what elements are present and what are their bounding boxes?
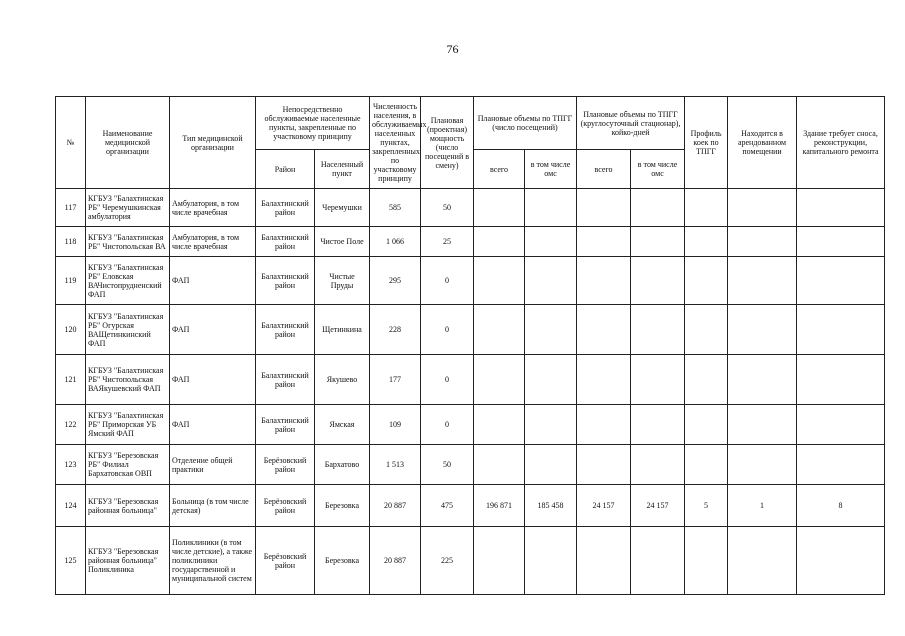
cell-district: Балахтинский район	[256, 227, 315, 257]
cell-capacity: 0	[421, 305, 474, 355]
cell-settlement: Чистые Пруды	[315, 257, 370, 305]
cell-beds-total: 24 157	[577, 485, 631, 527]
cell-visits-total	[474, 355, 525, 405]
cell-beds-total	[577, 305, 631, 355]
table-row	[56, 485, 885, 527]
cell-type: ФАП	[170, 355, 256, 405]
cell-num: 125	[56, 527, 86, 595]
cell-profile	[685, 355, 728, 405]
cell-visits-total: 196 871	[474, 485, 525, 527]
cell-repair	[797, 305, 885, 355]
cell-settlement: Березовка	[315, 527, 370, 595]
cell-num: 117	[56, 189, 86, 227]
cell-repair	[797, 189, 885, 227]
cell-beds-total	[577, 189, 631, 227]
cell-repair	[797, 227, 885, 257]
cell-settlement: Ямская	[315, 405, 370, 445]
cell-num: 123	[56, 445, 86, 485]
cell-settlement: Березовка	[315, 485, 370, 527]
table-row	[56, 227, 885, 257]
cell-repair	[797, 257, 885, 305]
cell-org: КГБУЗ "Балахтинская РБ" Чистопольская ВА	[86, 227, 170, 257]
header-settlement: Населенный пункт	[315, 150, 370, 189]
cell-type: Больница (в том числе детская)	[170, 485, 256, 527]
cell-org: КГБУЗ "Березовская районная больница" Поликлиника	[86, 527, 170, 595]
cell-population: 1 513	[370, 445, 421, 485]
cell-beds-oms	[631, 305, 685, 355]
cell-district: Берёзовский район	[256, 527, 315, 595]
cell-population: 20 887	[370, 485, 421, 527]
table-row	[56, 189, 885, 227]
cell-capacity: 225	[421, 527, 474, 595]
cell-settlement: Щетинкина	[315, 305, 370, 355]
cell-visits-total	[474, 189, 525, 227]
cell-profile	[685, 257, 728, 305]
cell-visits-oms	[525, 445, 577, 485]
cell-visits-total	[474, 405, 525, 445]
header-served-group: Непосредственно обслуживаемые населенные пункты, закрепленные по участковому принципу	[256, 97, 370, 150]
cell-type: ФАП	[170, 305, 256, 355]
cell-population: 109	[370, 405, 421, 445]
cell-type: Поликлиники (в том числе детские), а также поликлиники государственной и муниципальной систем	[170, 527, 256, 595]
cell-visits-oms	[525, 305, 577, 355]
cell-settlement: Черемушки	[315, 189, 370, 227]
header-num: №	[56, 97, 86, 189]
cell-settlement: Якушево	[315, 355, 370, 405]
header-population: Численность населения, в обслуживаемых населенных пунктах, закрепленных по участковому принципу	[370, 97, 421, 189]
header-capacity: Плановая (проектная) мощность (число посещений в смену)	[421, 97, 474, 189]
cell-beds-oms	[631, 527, 685, 595]
cell-capacity: 0	[421, 405, 474, 445]
table-row	[56, 305, 885, 355]
cell-beds-total	[577, 527, 631, 595]
cell-capacity: 475	[421, 485, 474, 527]
cell-population: 1 066	[370, 227, 421, 257]
cell-num: 119	[56, 257, 86, 305]
cell-rented	[728, 445, 797, 485]
cell-population: 20 887	[370, 527, 421, 595]
cell-profile	[685, 189, 728, 227]
cell-visits-oms	[525, 405, 577, 445]
cell-visits-total	[474, 227, 525, 257]
cell-visits-oms	[525, 527, 577, 595]
cell-population: 295	[370, 257, 421, 305]
cell-population: 177	[370, 355, 421, 405]
cell-beds-oms	[631, 257, 685, 305]
cell-repair: 8	[797, 485, 885, 527]
cell-rented: 1	[728, 485, 797, 527]
cell-rented	[728, 355, 797, 405]
cell-num: 118	[56, 227, 86, 257]
cell-beds-oms	[631, 227, 685, 257]
cell-visits-oms	[525, 189, 577, 227]
cell-org: КГБУЗ "Балахтинская РБ" Еловская ВАЧистопрудненский ФАП	[86, 257, 170, 305]
cell-rented	[728, 227, 797, 257]
cell-district: Берёзовский район	[256, 445, 315, 485]
cell-capacity: 50	[421, 445, 474, 485]
cell-num: 124	[56, 485, 86, 527]
cell-num: 122	[56, 405, 86, 445]
cell-rented	[728, 405, 797, 445]
table-row	[56, 445, 885, 485]
cell-rented	[728, 527, 797, 595]
cell-district: Балахтинский район	[256, 405, 315, 445]
cell-org: КГБУЗ "Березовская РБ" Филиал Бархатовская ОВП	[86, 445, 170, 485]
header-district: Район	[256, 150, 315, 189]
cell-visits-oms	[525, 227, 577, 257]
table-row	[56, 405, 885, 445]
table-row	[56, 257, 885, 305]
cell-repair	[797, 405, 885, 445]
cell-beds-oms	[631, 405, 685, 445]
cell-rented	[728, 305, 797, 355]
cell-population: 585	[370, 189, 421, 227]
cell-type: ФАП	[170, 405, 256, 445]
cell-visits-total	[474, 527, 525, 595]
cell-beds-total	[577, 405, 631, 445]
cell-beds-oms	[631, 189, 685, 227]
header-repair: Здание требует сноса, реконструкции, капитального ремонта	[797, 97, 885, 189]
cell-visits-total	[474, 445, 525, 485]
cell-capacity: 50	[421, 189, 474, 227]
cell-repair	[797, 445, 885, 485]
cell-beds-total	[577, 227, 631, 257]
cell-district: Балахтинский район	[256, 355, 315, 405]
cell-num: 121	[56, 355, 86, 405]
header-org-name: Наименование медицинской организации	[86, 97, 170, 189]
cell-type: Амбулатория, в том числе врачебная	[170, 189, 256, 227]
cell-num: 120	[56, 305, 86, 355]
cell-district: Берёзовский район	[256, 485, 315, 527]
header-visits-oms: в том числе омс	[525, 150, 577, 189]
cell-visits-total	[474, 305, 525, 355]
cell-profile	[685, 527, 728, 595]
cell-beds-total	[577, 257, 631, 305]
cell-org: КГБУЗ "Балахтинская РБ" Чистопольская ВАЯкушевский ФАП	[86, 355, 170, 405]
cell-type: ФАП	[170, 257, 256, 305]
cell-org: КГБУЗ "Балахтинская РБ" Приморская УБ Ямский ФАП	[86, 405, 170, 445]
cell-repair	[797, 355, 885, 405]
header-tpgg-beds: Плановые объемы по ТПГГ (круглосуточный стационар), койко-дней	[577, 97, 685, 150]
cell-beds-total	[577, 355, 631, 405]
cell-capacity: 25	[421, 227, 474, 257]
cell-visits-oms: 185 458	[525, 485, 577, 527]
cell-visits-oms	[525, 355, 577, 405]
cell-visits-total	[474, 257, 525, 305]
cell-profile	[685, 445, 728, 485]
cell-visits-oms	[525, 257, 577, 305]
cell-org: КГБУЗ "Балахтинская РБ" Черемушкинская амбулатория	[86, 189, 170, 227]
cell-settlement: Бархатово	[315, 445, 370, 485]
cell-beds-total	[577, 445, 631, 485]
cell-capacity: 0	[421, 257, 474, 305]
cell-profile	[685, 405, 728, 445]
cell-org: КГБУЗ "Балахтинская РБ" Огурская ВАЩетинкинский ФАП	[86, 305, 170, 355]
cell-org: КГБУЗ "Березовская районная больница"	[86, 485, 170, 527]
cell-district: Балахтинский район	[256, 257, 315, 305]
cell-profile: 5	[685, 485, 728, 527]
cell-settlement: Чистое Поле	[315, 227, 370, 257]
cell-district: Балахтинский район	[256, 189, 315, 227]
header-visits-total: всего	[474, 150, 525, 189]
cell-profile	[685, 305, 728, 355]
cell-beds-oms	[631, 355, 685, 405]
header-beds-oms: в том числе омс	[631, 150, 685, 189]
cell-rented	[728, 189, 797, 227]
cell-repair	[797, 527, 885, 595]
page-number: 76	[446, 42, 459, 56]
header-beds-total: всего	[577, 150, 631, 189]
header-org-type: Тип медицинской организации	[170, 97, 256, 189]
cell-population: 228	[370, 305, 421, 355]
cell-rented	[728, 257, 797, 305]
header-profile-beds: Профиль коек по ТПГГ	[685, 97, 728, 189]
header-tpgg-visits: Плановые объемы по ТПГГ (число посещений)	[474, 97, 577, 150]
cell-district: Балахтинский район	[256, 305, 315, 355]
header-rented: Находится в арендованном помещении	[728, 97, 797, 189]
cell-type: Амбулатория, в том числе врачебная	[170, 227, 256, 257]
cell-type: Отделение общей практики	[170, 445, 256, 485]
cell-profile	[685, 227, 728, 257]
table-row	[56, 527, 885, 595]
cell-beds-oms: 24 157	[631, 485, 685, 527]
cell-beds-oms	[631, 445, 685, 485]
registry-table	[55, 96, 885, 595]
table-row	[56, 355, 885, 405]
cell-capacity: 0	[421, 355, 474, 405]
